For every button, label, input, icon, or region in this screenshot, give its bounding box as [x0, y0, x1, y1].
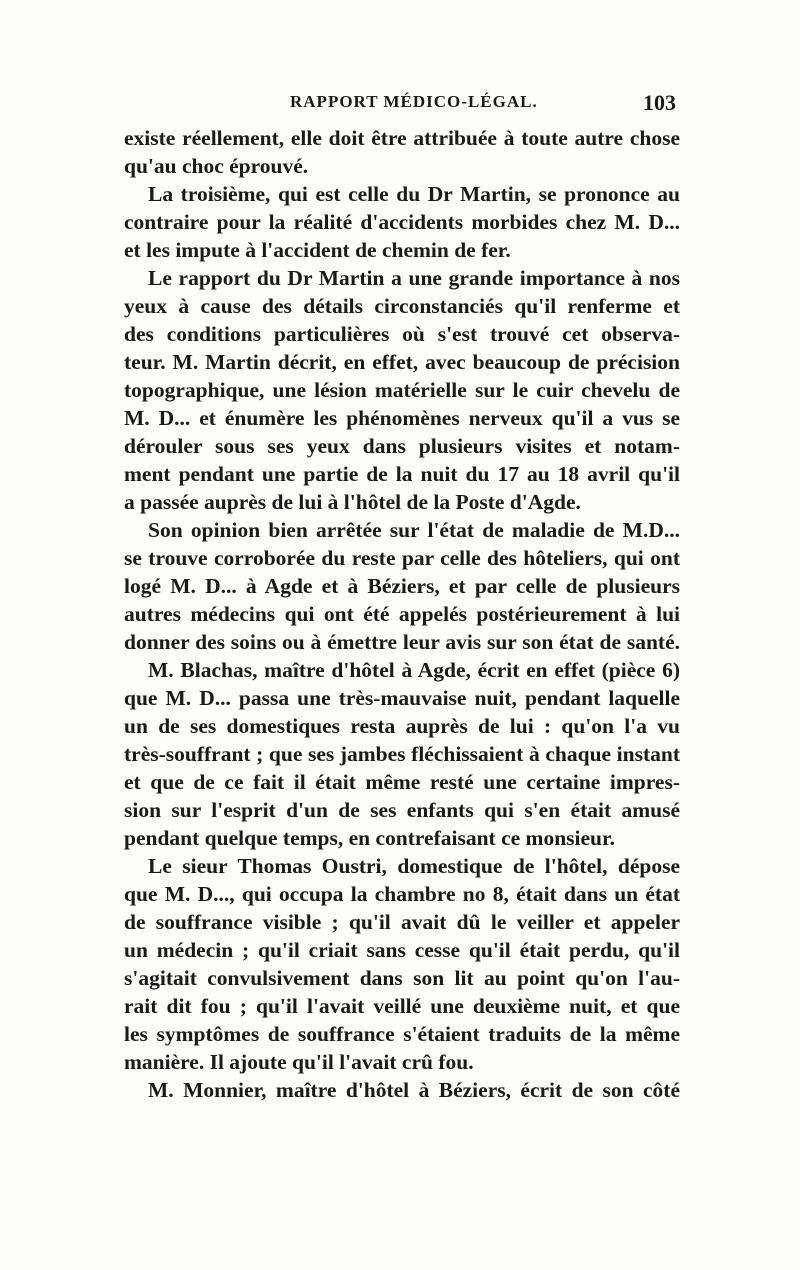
text-line: se trouve corroborée du reste par celle des hôteliers, qui ont: [124, 546, 680, 570]
text-line: topographique, une lésion matérielle sur le cuir chevelu de: [124, 378, 680, 402]
paragraph-start-line: M. Monnier, maître d'hôtel à Béziers, écrit de son côté: [148, 1078, 680, 1102]
paragraph-start-line: Son opinion bien arrêtée sur l'état de maladie de M.D...: [148, 518, 680, 542]
text-line: donner des soins ou à émettre leur avis sur son état de santé.: [124, 630, 680, 654]
text-line: s'agitait convulsivement dans son lit au point qu'on l'au-: [124, 966, 680, 990]
text-line: et les impute à l'accident de chemin de fer.: [124, 238, 511, 262]
text-line: un médecin ; qu'il criait sans cesse qu'il était perdu, qu'il: [124, 938, 680, 962]
body-text: [124, 124, 680, 1104]
text-line: des conditions particulières où s'est trouvé cet observa-: [124, 322, 680, 346]
text-line: teur. M. Martin décrit, en effet, avec beaucoup de précision: [124, 350, 680, 374]
text-line: très-souffrant ; que ses jambes fléchissaient à chaque instant: [124, 742, 680, 766]
text-line: qu'au choc éprouvé.: [124, 154, 309, 178]
text-line: dérouler sous ses yeux dans plusieurs visites et notam-: [124, 434, 680, 458]
paragraph-start-line: Le sieur Thomas Oustri, domestique de l'hôtel, dépose: [148, 854, 680, 878]
text-line: yeux à cause des détails circonstanciés qu'il renferme et: [124, 294, 680, 318]
text-line: ment pendant une partie de la nuit du 17 au 18 avril qu'il: [124, 462, 680, 486]
text-line: autres médecins qui ont été appelés postérieurement à lui: [124, 602, 680, 626]
text-line: existe réellement, elle doit être attribuée à toute autre chose: [124, 126, 680, 150]
text-line: M. D... et énumère les phénomènes nerveux qu'il a vus se: [124, 406, 680, 430]
paragraph-start-line: Le rapport du Dr Martin a une grande importance à nos: [148, 266, 680, 290]
text-line: manière. Il ajoute qu'il l'avait crû fou.: [124, 1050, 474, 1074]
text-line: rait dit fou ; qu'il l'avait veillé une deuxième nuit, et que: [124, 994, 680, 1018]
text-line: les symptômes de souffrance s'étaient traduits de la même: [124, 1022, 680, 1046]
text-line: pendant quelque temps, en contrefaisant ce monsieur.: [124, 826, 615, 850]
text-line: contraire pour la réalité d'accidents morbides chez M. D...: [124, 210, 680, 234]
running-head: [124, 90, 680, 120]
text-line: de souffrance visible ; qu'il avait dû le veiller et appeler: [124, 910, 680, 934]
page-number: 103: [643, 90, 676, 115]
text-line: un de ses domestiques resta auprès de lui : qu'on l'a vu: [124, 714, 680, 738]
text-line: et que de ce fait il était même resté une certaine impres-: [124, 770, 680, 794]
paragraph-start-line: La troisième, qui est celle du Dr Martin, se prononce au: [148, 182, 680, 206]
text-line: a passée auprès de lui à l'hôtel de la Poste d'Agde.: [124, 490, 581, 514]
running-title: RAPPORT MÉDICO-LÉGAL.: [290, 92, 538, 111]
text-line: sion sur l'esprit d'un de ses enfants qui s'en était amusé: [124, 798, 680, 822]
text-line: logé M. D... à Agde et à Béziers, et par celle de plusieurs: [124, 574, 680, 598]
paragraph-start-line: M. Blachas, maître d'hôtel à Agde, écrit en effet (pièce 6): [148, 658, 680, 682]
text-line: que M. D..., qui occupa la chambre no 8, était dans un état: [124, 882, 680, 906]
text-line: que M. D... passa une très-mauvaise nuit, pendant laquelle: [124, 686, 680, 710]
